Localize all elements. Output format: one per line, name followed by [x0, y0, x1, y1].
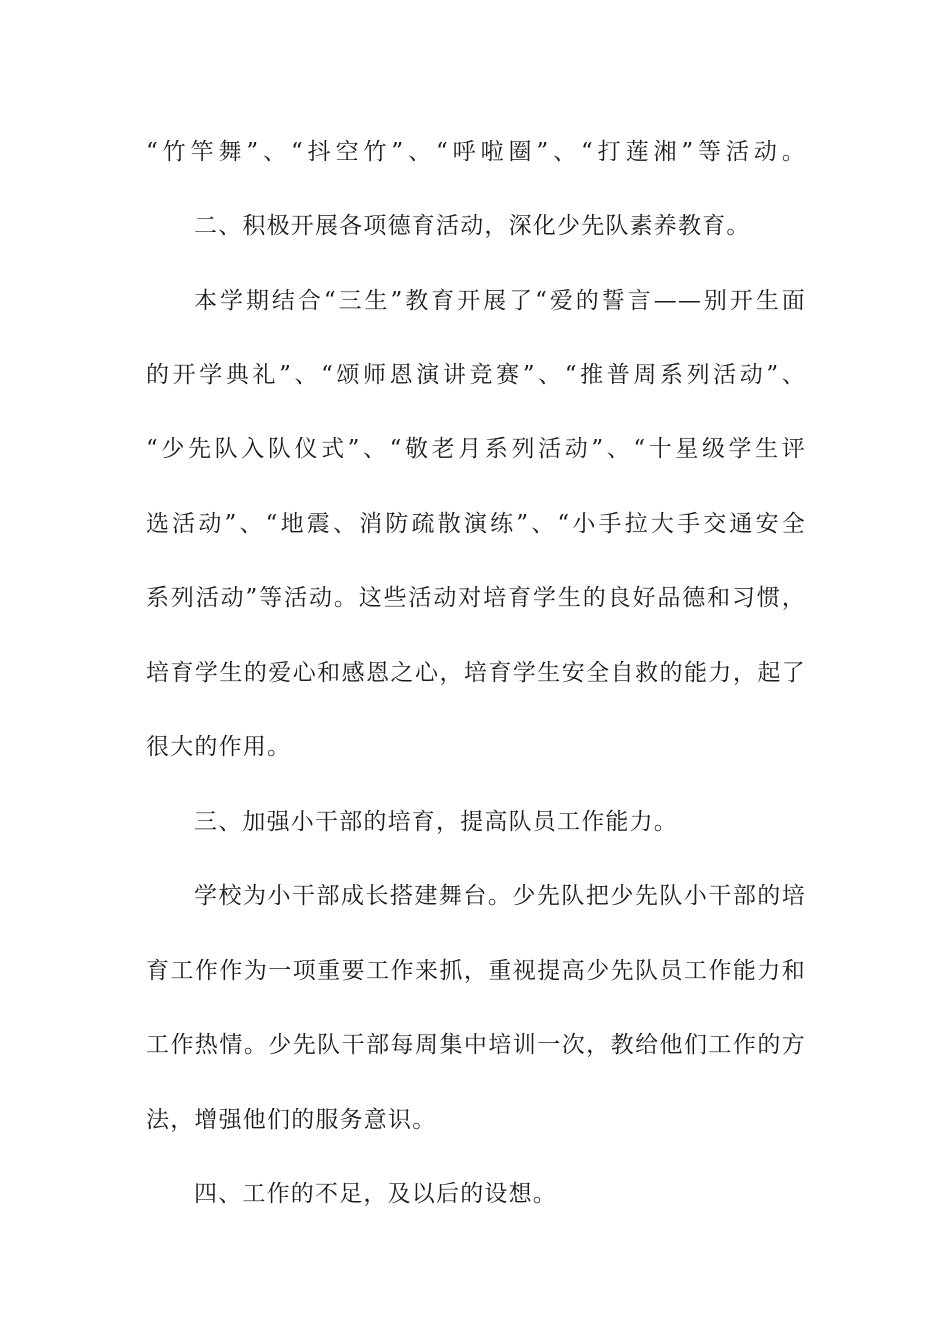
section-heading-4: 四、工作的不足，及以后的设想。	[194, 1181, 557, 1207]
text-line-1: “竹竿舞”、“抖空竹”、“呼啦圈”、“打莲湘”等活动。	[146, 139, 806, 165]
text-line-6: 选活动”、“地震、消防疏散演练”、“小手拉大手交通安全	[146, 511, 806, 537]
text-line-14: 法，增强他们的服务意识。	[146, 1107, 437, 1133]
section-heading-3: 三、加强小干部的培育，提高队员工作能力。	[194, 809, 678, 835]
text-line-9: 很大的作用。	[146, 734, 292, 760]
text-line-12: 育工作作为一项重要工作来抓，重视提高少先队员工作能力和	[146, 958, 806, 984]
text-line-8: 培育学生的爱心和感恩之心，培育学生安全自救的能力，起了	[146, 660, 806, 686]
text-line-3: 本学期结合“三生”教育开展了“爱的誓言——别开生面	[194, 288, 806, 314]
text-line-13: 工作热情。少先队干部每周集中培训一次，教给他们工作的方	[146, 1032, 806, 1058]
text-line-11: 学校为小干部成长搭建舞台。少先队把少先队小干部的培	[194, 883, 806, 909]
text-line-5: “少先队入队仪式”、“敬老月系列活动”、“十星级学生评	[146, 436, 806, 462]
text-line-7: 系列活动”等活动。这些活动对培育学生的良好品德和习惯，	[146, 585, 806, 611]
text-line-4: 的开学典礼”、“颂师恩演讲竞赛”、“推普周系列活动”、	[146, 362, 806, 388]
section-heading-2: 二、积极开展各项德育活动，深化少先队素养教育。	[194, 213, 751, 239]
